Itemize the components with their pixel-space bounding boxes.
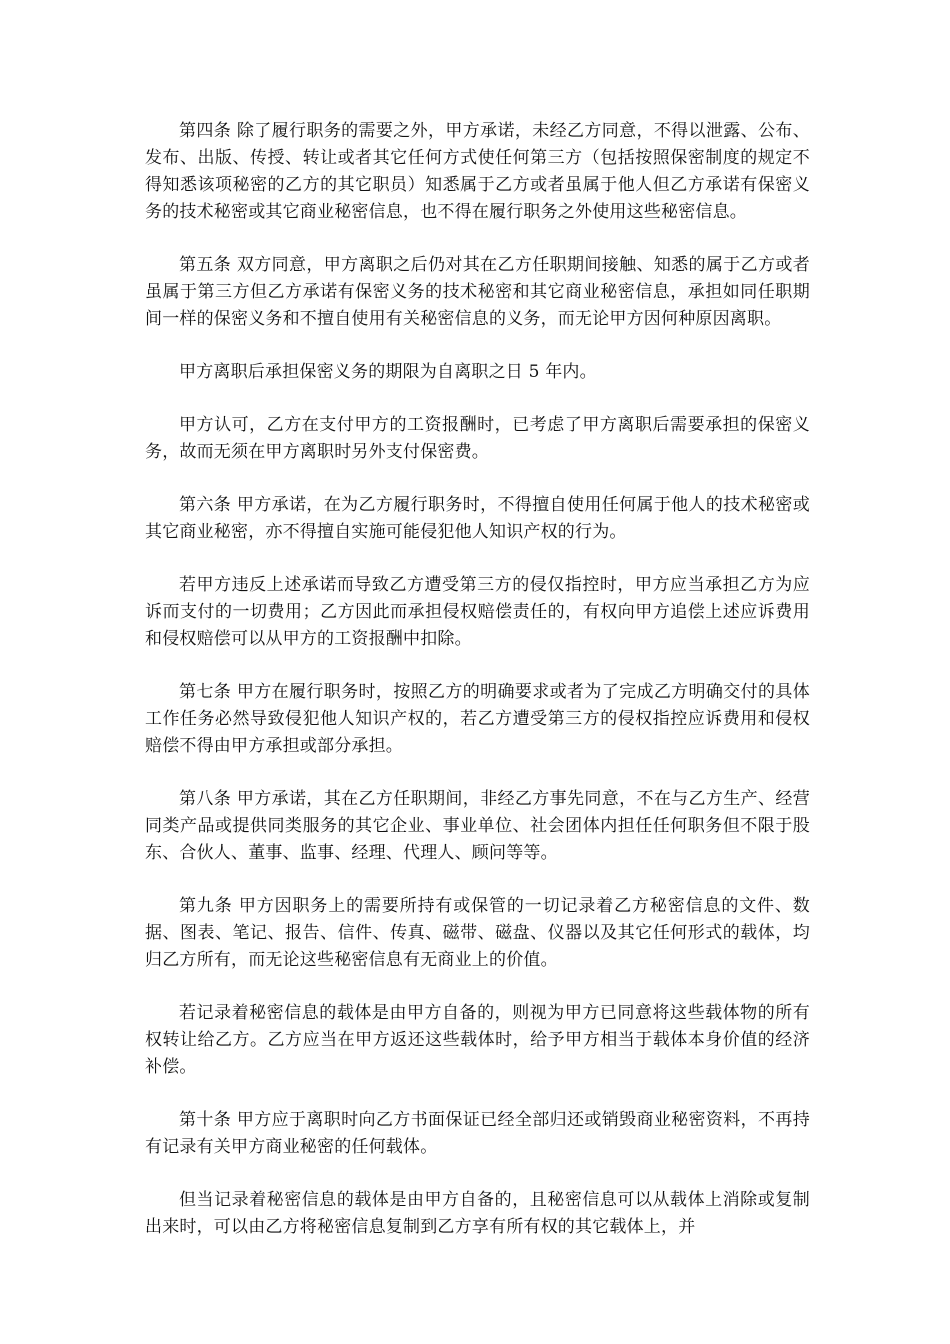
article-9-paragraph: 第九条 甲方因职务上的需要所持有或保管的一切记录着乙方秘密信息的文件、数据、图表、笔记、报告、信件、传真、磁带、磁盘、仪器以及其它任何形式的载体，均归乙方所有，而无论这些秘密信息有无商业上的价值。: [145, 896, 810, 970]
article-6-paragraph: 第六条 甲方承诺，在为乙方履行职务时，不得擅自使用任何属于他人的技术秘密或其它商业秘密，亦不得擅自实施可能侵犯他人知识产权的行为。: [145, 495, 810, 542]
article-10-paragraph: 第十条 甲方应于离职时向乙方书面保证已经全部归还或销毁商业秘密资料，不再持有记录有关甲方商业秘密的任何载体。: [145, 1110, 810, 1157]
article-7-paragraph: 第七条 甲方在履行职务时，按照乙方的明确要求或者为了完成乙方明确交付的具体工作任务必然导致侵犯他人知识产权的，若乙方遭受第三方的侵权指控应诉费用和侵权赔偿不得由甲方承担或部分承担。: [145, 682, 810, 756]
document-body: [145, 118, 810, 1267]
article-5-paragraph: 第五条 双方同意，甲方离职之后仍对其在乙方任职期间接触、知悉的属于乙方或者虽属于第三方但乙方承诺有保密义务的技术秘密和其它商业秘密信息，承担如同任职期间一样的保密义务和不擅自使用有关秘密信息的义务，而无论甲方因何种原因离职。: [145, 255, 810, 329]
article-8-paragraph: 第八条 甲方承诺，其在乙方任职期间，非经乙方事先同意，不在与乙方生产、经营同类产品或提供同类服务的其它企业、事业单位、社会团体内担任任何职务但不限于股东、合伙人、董事、监事、经理、代理人、顾问等等。: [145, 789, 810, 863]
confidentiality-fee-paragraph: 甲方认可，乙方在支付甲方的工资报酬时，已考虑了甲方离职后需要承担的保密义务，故而无须在甲方离职时另外支付保密费。: [145, 415, 810, 462]
carrier-ownership-paragraph: 若记录着秘密信息的载体是由甲方自备的，则视为甲方已同意将这些载体物的所有权转让给乙方。乙方应当在甲方返还这些载体时，给予甲方相当于载体本身价值的经济补偿。: [145, 1003, 810, 1077]
infringement-liability-paragraph: 若甲方违反上述承诺而导致乙方遭受第三方的侵仅指控时，甲方应当承担乙方为应诉而支付的一切费用；乙方因此而承担侵权赔偿责任的，有权向甲方追偿上述应诉费用和侵权赔偿可以从甲方的工资报酬中扣除。: [145, 575, 810, 649]
carrier-copy-paragraph: 但当记录着秘密信息的载体是由甲方自备的，且秘密信息可以从载体上消除或复制出来时，可以由乙方将秘密信息复制到乙方享有所有权的其它载体上，并: [145, 1190, 810, 1237]
article-4-paragraph: 第四条 除了履行职务的需要之外，甲方承诺，未经乙方同意，不得以泄露、公布、发布、出版、传授、转让或者其它任何方式使任何第三方（包括按照保密制度的规定不得知悉该项秘密的乙方的其它职员）知悉属于乙方或者虽属于他人但乙方承诺有保密义务的技术秘密或其它商业秘密信息，也不得在履行职务之外使用这些秘密信息。: [145, 121, 810, 222]
confidentiality-period-paragraph: 甲方离职后承担保密义务的期限为自离职之日 5 年内。: [179, 362, 597, 382]
